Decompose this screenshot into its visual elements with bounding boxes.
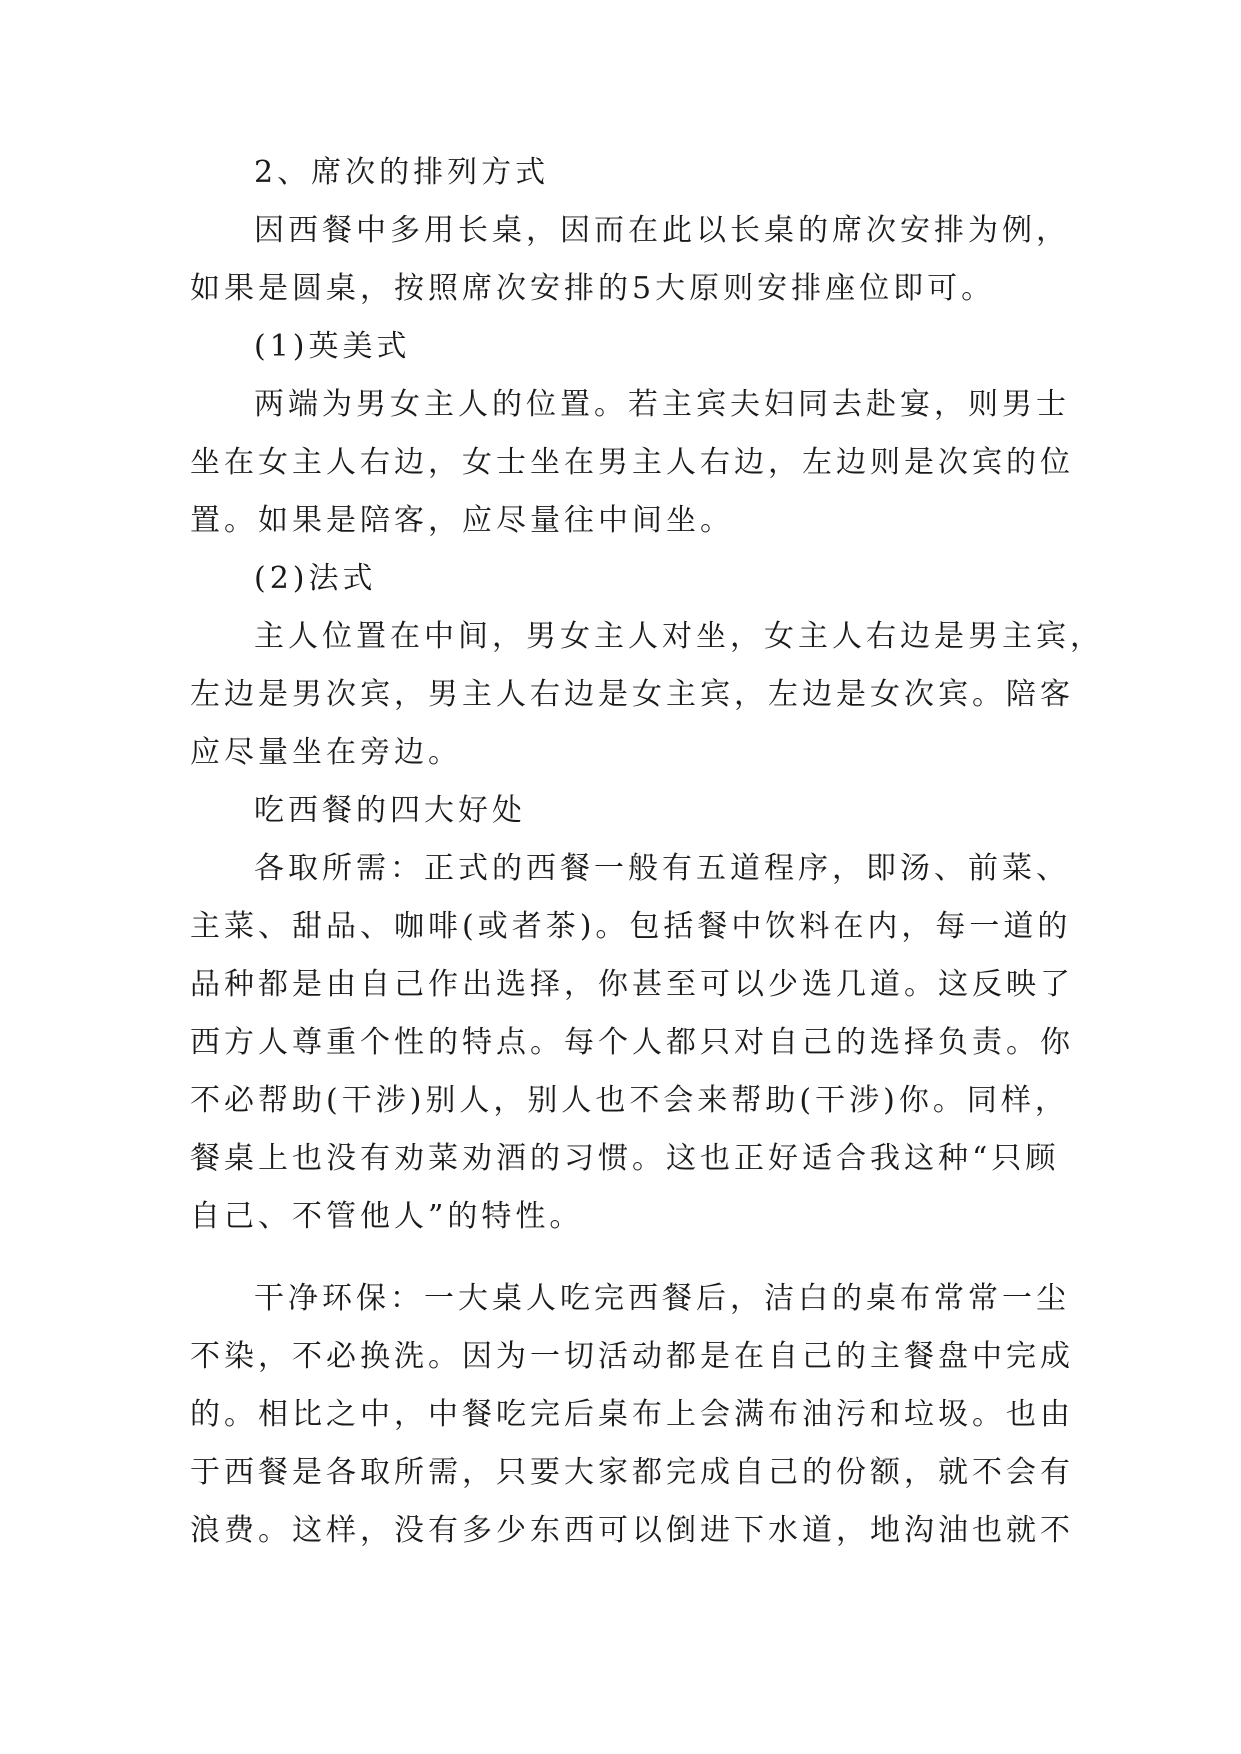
paragraph-line: 各取所需：正式的西餐一般有五道程序，即汤、前菜、 [254,851,1070,886]
paragraph-line: 主人位置在中间，男女主人对坐，女主人右边是男主宾， [254,619,1104,654]
paragraph-line: 因西餐中多用长桌，因而在此以长桌的席次安排为例， [254,213,1070,248]
section-heading-benefits: 吃西餐的四大好处 [254,793,526,828]
paragraph-line: 自己、不管他人”的特性。 [190,1199,584,1234]
subheading-anglo-american: (1)英美式 [254,329,411,364]
paragraph-line: 左边是男次宾，男主人右边是女主宾，左边是女次宾。陪客 [190,677,1074,712]
paragraph-line: 如果是圆桌，按照席次安排的5大原则安排座位即可。 [190,271,996,306]
paragraph-line: 不染，不必换洗。因为一切活动都是在自己的主餐盘中完成 [190,1339,1074,1374]
paragraph-line: 浪费。这样，没有多少东西可以倒进下水道，地沟油也就不 [190,1513,1074,1548]
paragraph-line: 坐在女主人右边，女士坐在男主人右边，左边则是次宾的位 [190,445,1074,480]
paragraph-line: 品种都是由自己作出选择，你甚至可以少选几道。这反映了 [190,967,1074,1002]
paragraph-line: 应尽量坐在旁边。 [190,735,462,770]
paragraph-line: 置。如果是陪客，应尽量往中间坐。 [190,503,734,538]
paragraph-line: 的。相比之中，中餐吃完后桌布上会满布油污和垃圾。也由 [190,1397,1074,1432]
section-heading-seating: 2、席次的排列方式 [254,155,550,190]
paragraph-line: 餐桌上也没有劝菜劝酒的习惯。这也正好适合我这种“只顾 [190,1141,1060,1176]
paragraph-line: 西方人尊重个性的特点。每个人都只对自己的选择负责。你 [190,1025,1074,1060]
paragraph-line: 两端为男女主人的位置。若主宾夫妇同去赴宴，则男士 [254,387,1070,422]
paragraph-line: 干净环保：一大桌人吃完西餐后，洁白的桌布常常一尘 [254,1281,1070,1316]
paragraph-line: 主菜、甜品、咖啡(或者茶)。包括餐中饮料在内，每一道的 [190,909,1072,944]
subheading-french: (2)法式 [254,561,377,596]
paragraph-line: 于西餐是各取所需，只要大家都完成自己的份额，就不会有 [190,1455,1074,1490]
paragraph-line: 不必帮助(干涉)别人，别人也不会来帮助(干涉)你。同样， [190,1083,1069,1118]
